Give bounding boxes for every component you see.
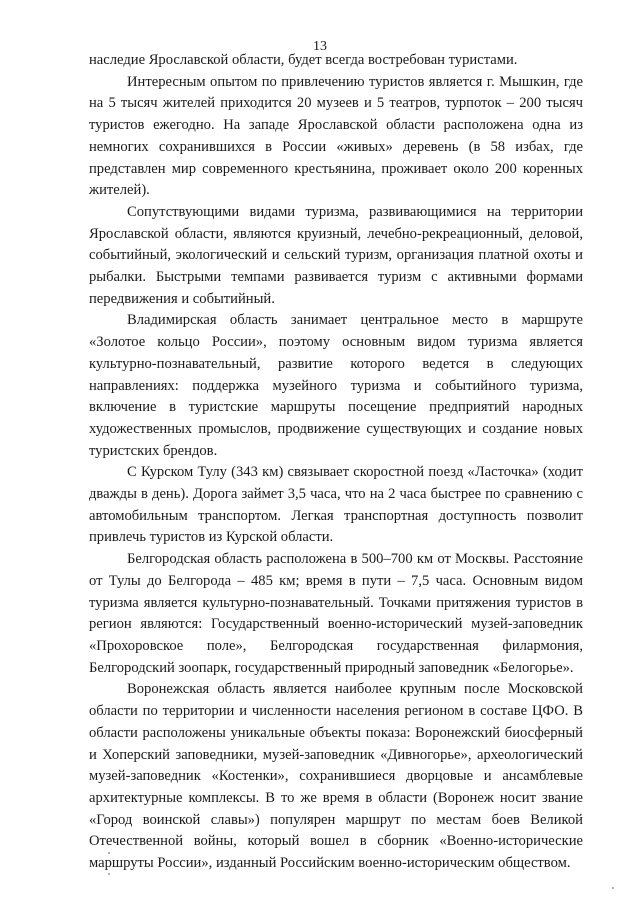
paragraph-vladimir: Владимирская область занимает центральное место в маршруте «Золотое кольцо России», поэтому основным видом туризма является культурно-познавательный, развитие которого ведется в следующих направлениях: поддержка музейного туризма и событийного туризма, включение в туристские маршруты посещение предприятий народных художественных промыслов, продвижение существующих и создание новых туристских брендов. <box>89 312 583 459</box>
paragraph-belgorod: Белгородская область расположена в 500–700 км от Москвы. Расстояние от Тулы до Белгорода – 485 км; время в пути – 7,5 часа. Основным видом туризма является культурно-познавательный. Точками притяжения туристов в регион являются: Государственный военно-исторический музей-заповедник «Прохоровское поле», Белгородская государственная филармония, Белгородский зоопарк, государственный природный заповедник «Белогорье». <box>89 551 583 676</box>
paragraph-voronezh: Воронежская область является наиболее крупным после Московской области по территории и численности населения регионом в составе ЦФО. В области расположены уникальные объекты показа: Воронежский биосферный и Хоперский заповедники, музей-заповедник «Дивногорье», археологический музей-заповедник «Костенки», сохранившиеся дворцовые и ансамблевые архитектурные комплексы. В то же время в области (Воронеж носит звание «Город воинской славы») популярен маршрут по местам боев Великой Отечественной войны, который вошел в сборник «Военно-исторические маршруты России», изданный Российским военно-историческим обществом. <box>89 681 583 872</box>
paragraph-tourism-types: Сопутствующими видами туризма, развивающимися на территории Ярославской области, являются круизный, лечебно-рекреационный, деловой, событийный, экологический и сельский туризм, организация платной охоты и рыбалки. Быстрыми темпами развивается туризм с активными формами передвижения и событийный. <box>89 203 583 307</box>
scan-speck <box>108 873 110 875</box>
paragraph-kursk: С Курском Тулу (343 км) связывает скоростной поезд «Ласточка» (ходит дважды в день). Дорога займет 3,5 часа, что на 2 часа быстрее по сравнению с автомобильным транспортом. Легкая транспортная доступность позволит привлечь туристов из Курской области. <box>89 464 583 546</box>
paragraph-myshkin: Интересным опытом по привлечению туристов является г. Мышкин, где на 5 тысяч жителей приходится 20 музеев и 5 театров, турпоток – 200 тысяч туристов ежегодно. На западе Ярославской области расположена одна из немногих сохранившихся в России «живых» деревень (в 58 избах, где представлен мир современного крестьянина, проживает около 200 коренных жителей). <box>89 73 583 199</box>
scan-speck <box>108 852 110 854</box>
scan-speck <box>612 887 614 889</box>
page-number: 13 <box>313 39 327 54</box>
paragraph-continuation: наследие Ярославской области, будет всегда востребован туристами. <box>89 52 518 68</box>
document-body <box>89 50 583 875</box>
